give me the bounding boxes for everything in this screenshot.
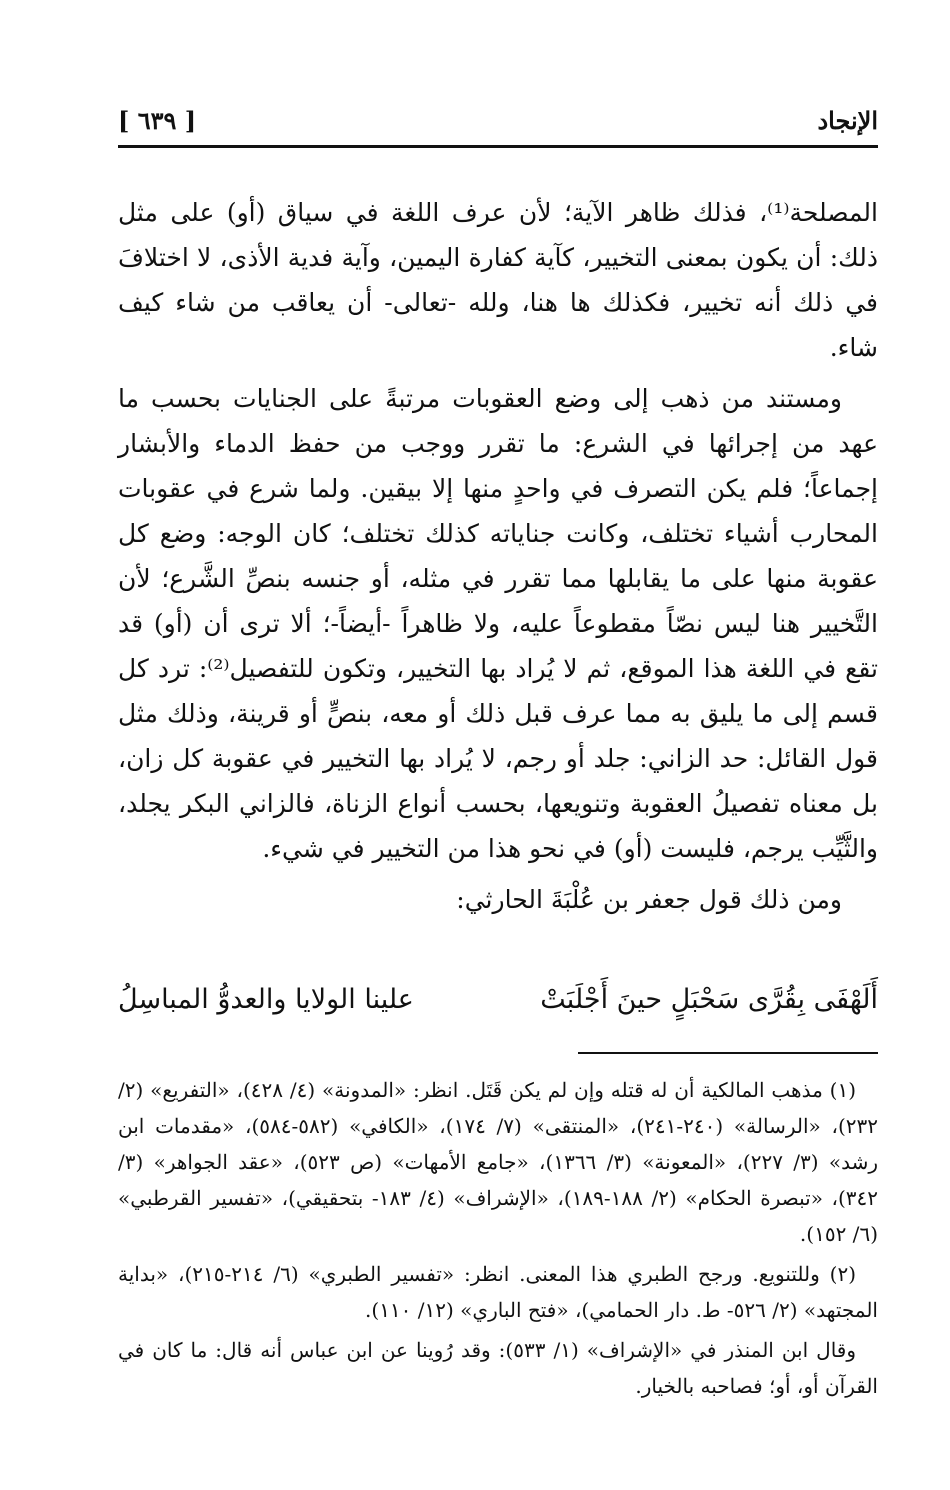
- running-title: الإنجاد: [817, 105, 878, 135]
- running-header: [118, 100, 878, 140]
- header-rule: [118, 145, 878, 148]
- paragraph-2: ومستند من ذهب إلى وضع العقوبات مرتبةً على الجنايات بحسب ما عهد من إجرائها في الشرع: ما تقرر ووجب من حفظ الدماء والأبشار إجماعاً؛ فلم يكن التصرف في واحدٍ منها إلا بيقين. ولما شرع في عقوبات المحارب أشياء تختلف، وكانت جناياته كذلك تختلف؛ كان الوجه: وضع كل عقوبة منها على ما يقابلها مما تقرر في مثله، أو جنسه بنصِّ الشَّرع؛ لأن التَّخيير هنا ليس نصّاً مقطوعاً عليه، ولا ظاهراً -أيضاً-؛ ألا ترى أن (أو) قد تقع في اللغة هذا الموقع، ثم لا يُراد بها التخيير، وتكون للتفصيل⁽²⁾: ترد كل قسم إلى ما يليق به مما عرف قبل ذلك أو معه، بنصٍّ أو قرينة، وذلك مثل قول القائل: حد الزاني: جلد أو رجم، لا يُراد بها التخيير في عقوبة كل زان، بل معناه تفصيلُ العقوبة وتنويعها، بحسب أنواع الزناة، فالزاني البكر يجلد، والثَّيِّب يرجم، فليست (أو) في نحو هذا من التخيير في شيء.: [118, 384, 878, 863]
- paragraph-3: ومن ذلك قول جعفر بن عُلْبَةَ الحارثي:: [456, 885, 842, 914]
- verse-second-hemistich: علينا الولايا والعدوُّ المباسِلُ: [118, 984, 414, 1015]
- footnote-1: (١) مذهب المالكية أن له قتله وإن لم يكن قَتَل. انظر: «المدونة» (٤/ ٤٢٨)، «التفريع» (٢/ ٢٣٢)، «الرسالة» (٢٤٠-٢٤١)، «المنتقى» (٧/ ١٧٤)، «الكافي» (٥٨٢-٥٨٤)، «مقدمات ابن رشد» (٣/ ٢٢٧)، «المعونة» (٣/ ١٣٦٦)، «جامع الأمهات» (ص ٥٢٣)، «عقد الجواهر» (٣/ ٣٤٢)، «تبصرة الحكام» (٢/ ١٨٨-١٨٩)، «الإشراف» (٤/ ١٨٣- بتحقيقي)، «تفسير القرطبي» (٦/ ١٥٢).: [118, 1078, 879, 1246]
- footnote-2: (٢) وللتنويع. ورجح الطبري هذا المعنى. انظر: «تفسير الطبري» (٦/ ٢١٤-٢١٥)، «بداية المجتهد» (٢/ ٥٢٦- ط. دار الحمامي)، «فتح الباري» (١٢/ ١١٠).: [118, 1262, 878, 1322]
- verse-first-hemistich: أَلَهْفَى بِقُرَّى سَحْبَلٍ حينَ أَجْلَبَتْ: [540, 984, 878, 1015]
- main-text: [118, 190, 878, 922]
- paragraph-1: المصلحة⁽¹⁾، فذلك ظاهر الآية؛ لأن عرف اللغة في سياق (أو) على مثل ذلك: أن يكون بمعنى التخيير، كآية كفارة اليمين، وآية فدية الأذى، لا اختلافَ في ذلك أنه تخيير، فكذلك ها هنا، ولله -تعالى- أن يعاقب من شاء كيف شاء.: [118, 198, 878, 362]
- poetry-verse: [118, 975, 878, 1025]
- footnote-separator: [578, 1052, 878, 1054]
- footnote-2-continuation: وقال ابن المنذر في «الإشراف» (١/ ٥٣٣): وقد رُوينا عن ابن عباس أنه قال: ما كان في القرآن أو، أو؛ فصاحبه بالخيار.: [118, 1338, 878, 1398]
- book-page: [118, 0, 878, 1490]
- page-number: [ ٦٣٩ ]: [118, 105, 197, 135]
- footnotes: [118, 1072, 878, 1408]
